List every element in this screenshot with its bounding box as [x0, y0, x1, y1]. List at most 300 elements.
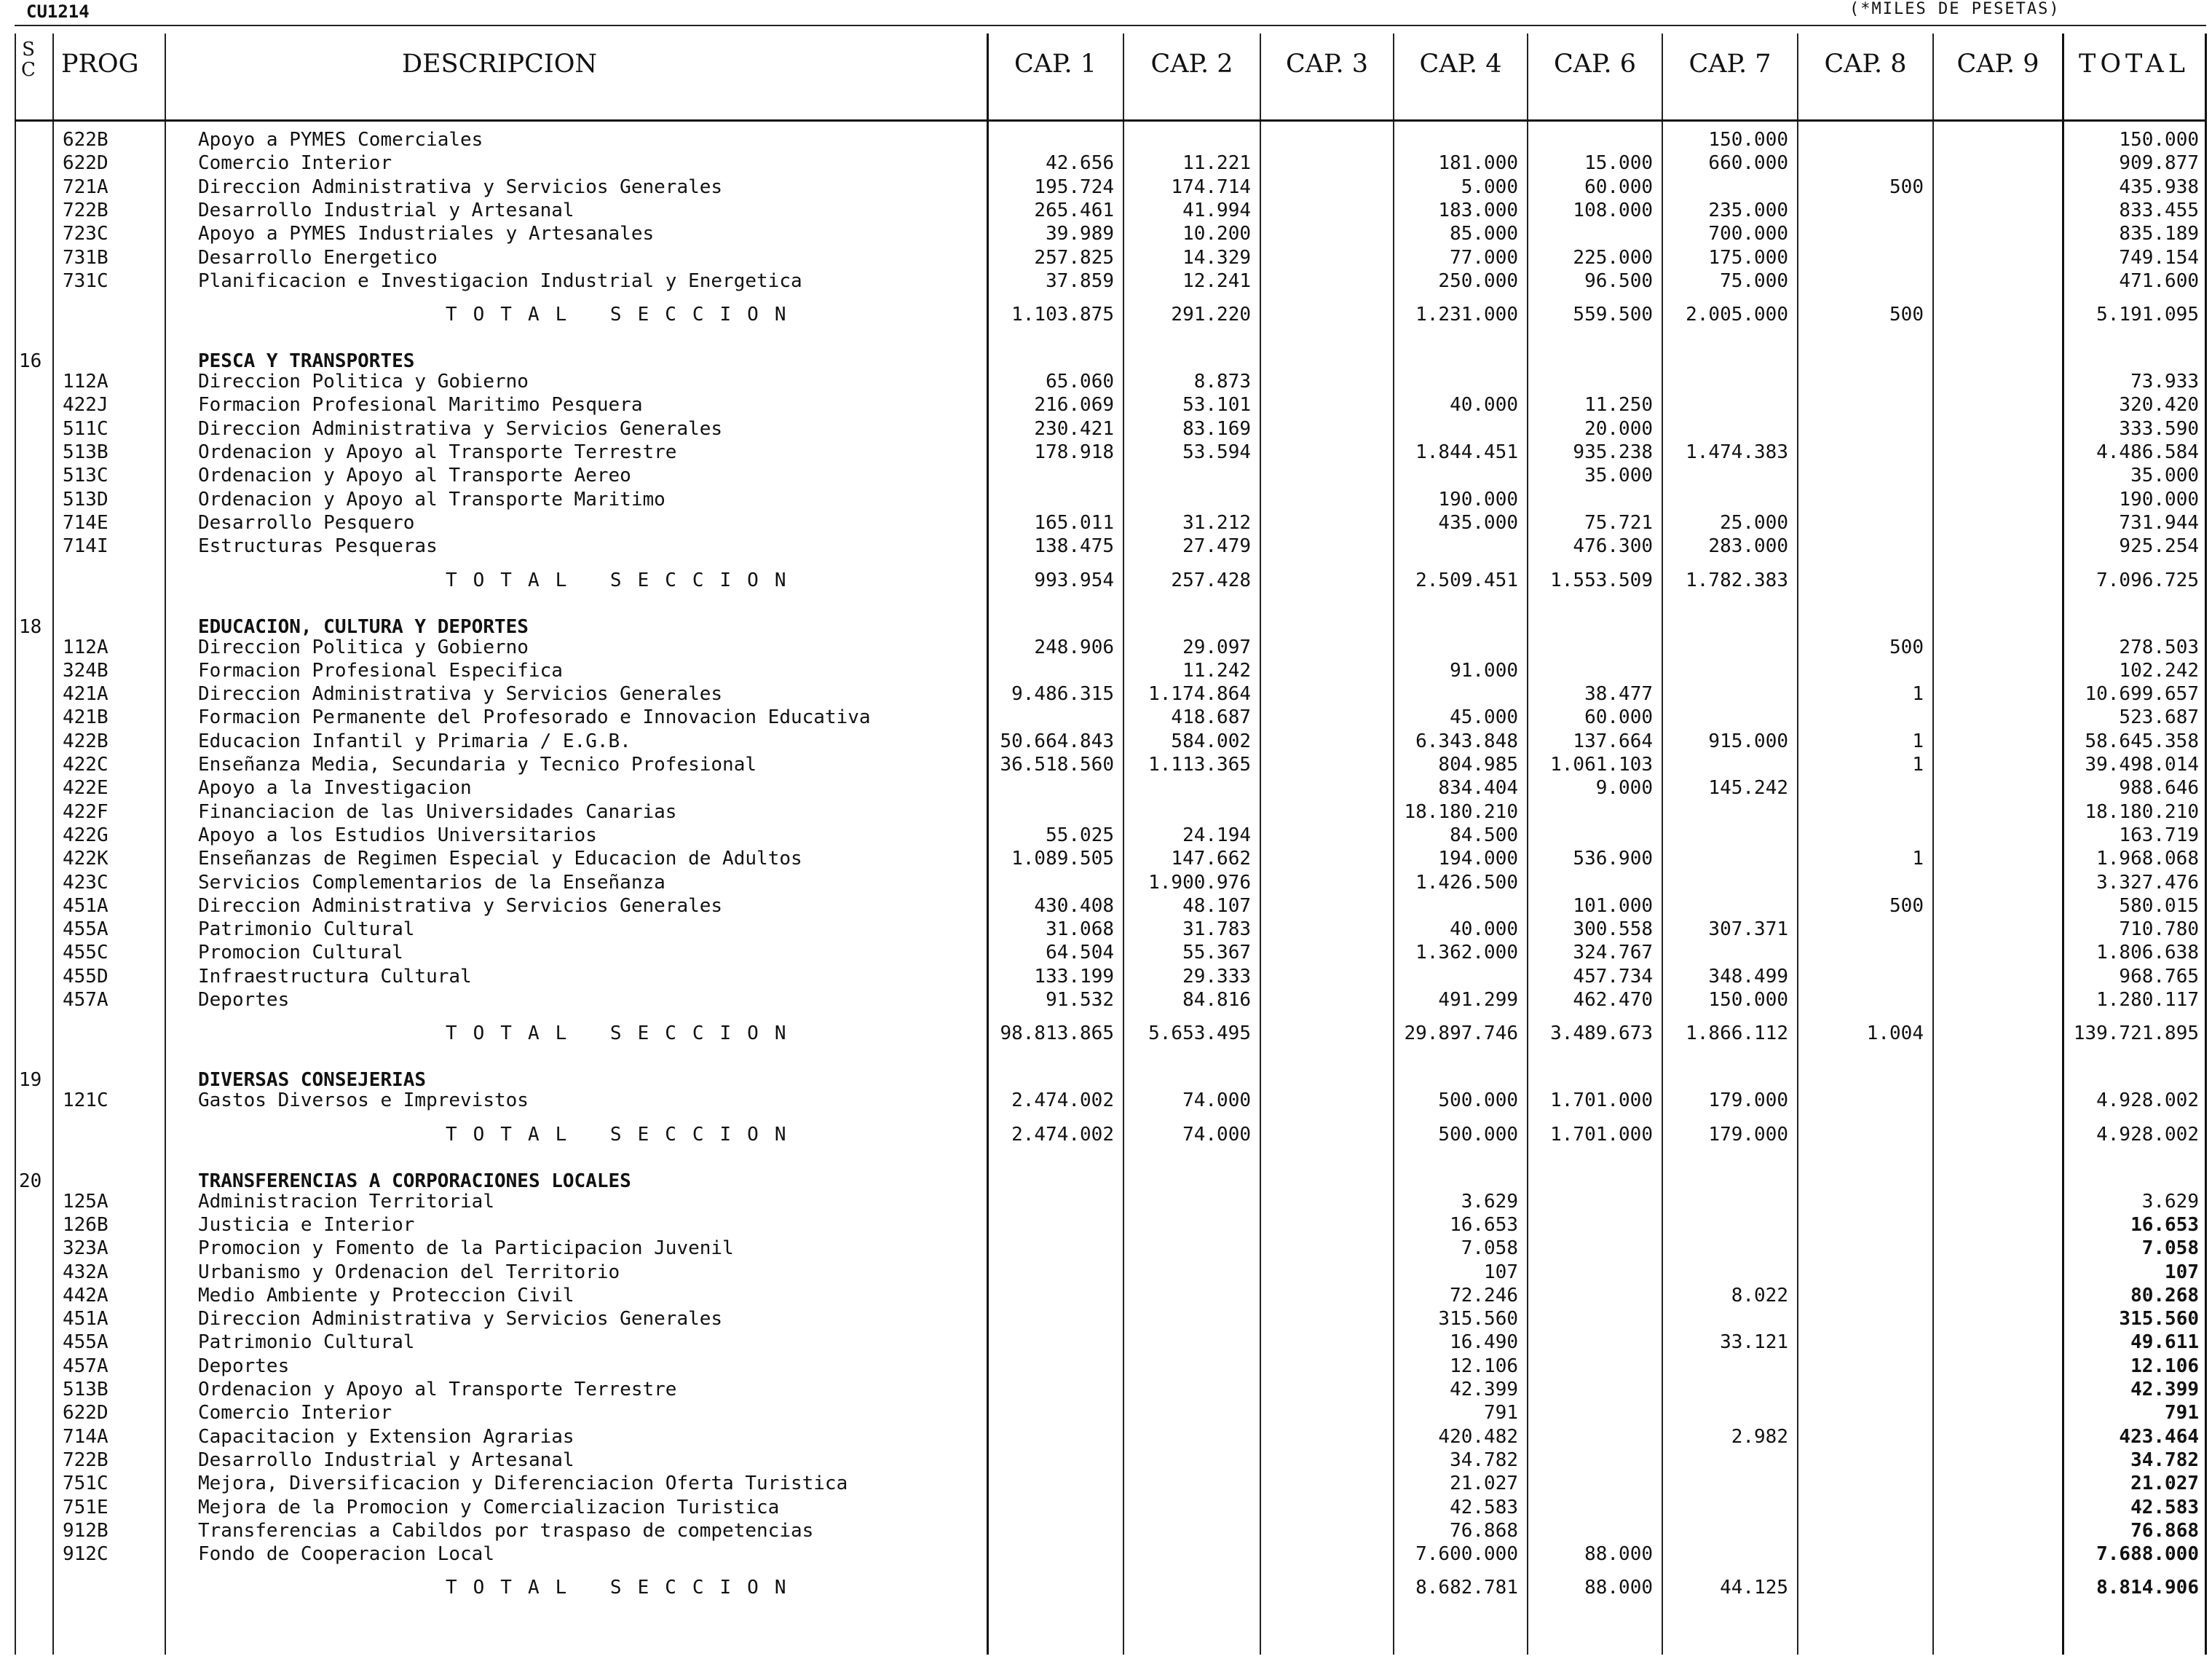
- cap-value: 1.426.500: [1415, 871, 1518, 894]
- cap-value: 34.782: [1450, 1449, 1518, 1471]
- cap-value: 25.000: [1720, 511, 1788, 534]
- cap-value: 1: [1912, 754, 1924, 776]
- cap-value: 418.687: [1171, 706, 1251, 729]
- program-code: 422E: [63, 777, 108, 800]
- program-code: 422K: [63, 848, 108, 870]
- cap-value: 935.238: [1573, 441, 1653, 463]
- program-code: 422G: [63, 824, 108, 846]
- cap-value: 420.482: [1438, 1425, 1518, 1448]
- total-value: 1.806.638: [2096, 942, 2199, 964]
- cap-value: 5.000: [1461, 176, 1518, 198]
- cap-value: 584.002: [1171, 730, 1251, 752]
- program-description: Direccion Administrativa y Servicios Generales: [198, 1308, 723, 1331]
- total-value: 35.000: [2130, 465, 2199, 487]
- cap-value: 133.199: [1034, 965, 1114, 988]
- program-description: Estructuras Pesqueras: [198, 535, 438, 558]
- program-code: 324B: [63, 659, 108, 682]
- program-code: 442A: [63, 1284, 108, 1306]
- total-value: 42.583: [2130, 1496, 2199, 1518]
- cap-value: 1.103.875: [1011, 304, 1114, 326]
- total-value: 107: [2165, 1261, 2199, 1283]
- cap-value: 2.474.002: [1011, 1123, 1114, 1146]
- cap-value: 491.299: [1438, 989, 1518, 1011]
- program-description: Transferencias a Cabildos por traspaso de competencias: [198, 1519, 814, 1542]
- cap-value: 791: [1484, 1402, 1518, 1424]
- total-value: 42.399: [2130, 1379, 2199, 1400]
- program-code: 455D: [63, 965, 108, 988]
- program-description: Deportes: [198, 1355, 290, 1377]
- cap-value: 53.101: [1182, 394, 1251, 417]
- cap-value: 96.500: [1584, 269, 1653, 292]
- cap-value: 15.000: [1584, 152, 1653, 175]
- cap-value: 248.906: [1034, 636, 1114, 658]
- cap-value: 500.000: [1438, 1089, 1518, 1112]
- cap-value: 1.866.112: [1686, 1022, 1788, 1045]
- total-label: TOTAL SECCION: [446, 1123, 802, 1146]
- cap-value: 559.500: [1573, 304, 1653, 326]
- program-code: 421B: [63, 706, 108, 729]
- total-value: 76.868: [2130, 1519, 2199, 1542]
- header-cap1: CAP. 1: [1014, 50, 1097, 79]
- table-row: [15, 1284, 2206, 1307]
- cap-value: 10.200: [1182, 223, 1251, 245]
- program-description: Direccion Administrativa y Servicios Generales: [198, 417, 723, 440]
- cap-value: 1.089.505: [1011, 848, 1114, 870]
- cap-value: 150.000: [1708, 129, 1788, 151]
- cap-value: 1.474.383: [1686, 441, 1788, 463]
- cap-value: 11.221: [1182, 152, 1251, 175]
- cap-value: 660.000: [1708, 152, 1788, 175]
- cap-value: 700.000: [1708, 223, 1788, 245]
- cap-value: 1.701.000: [1550, 1123, 1653, 1146]
- table-row: [15, 535, 2206, 558]
- program-description: Comercio Interior: [198, 152, 392, 175]
- program-description: Mejora, Diversificacion y Diferenciacion Oferta Turistica: [198, 1473, 848, 1495]
- program-description: Formacion Profesional Maritimo Pesquera: [198, 394, 643, 417]
- cap-value: 194.000: [1438, 848, 1518, 870]
- table-row: [15, 488, 2206, 511]
- table-row: [15, 918, 2206, 941]
- cap-value: 1.174.864: [1148, 683, 1251, 706]
- program-description: Direccion Politica y Gobierno: [198, 636, 529, 658]
- cap-value: 457.734: [1573, 965, 1653, 988]
- program-code: 455C: [63, 942, 108, 964]
- program-description: Capacitacion y Extension Agrarias: [198, 1425, 574, 1448]
- program-description: Desarrollo Energetico: [198, 246, 438, 269]
- cap-value: 265.461: [1034, 199, 1114, 221]
- total-value: 791: [2165, 1402, 2199, 1424]
- cap-value: 14.329: [1182, 246, 1251, 269]
- cap-value: 1: [1912, 848, 1924, 870]
- program-code: 422F: [63, 800, 108, 823]
- cap-value: 435.000: [1438, 511, 1518, 534]
- table-row: [15, 393, 2206, 417]
- program-code: 731B: [63, 246, 108, 269]
- cap-value: 31.783: [1182, 918, 1251, 941]
- cap-value: 230.421: [1034, 417, 1114, 440]
- table-row: [15, 871, 2206, 894]
- cap-value: 55.025: [1046, 824, 1114, 846]
- program-description: Patrimonio Cultural: [198, 918, 415, 941]
- program-description: Financiacion de las Universidades Canarias: [198, 800, 677, 823]
- total-value: 102.242: [2119, 659, 2199, 682]
- cap-value: 16.653: [1450, 1213, 1518, 1236]
- total-value: 968.765: [2119, 965, 2199, 988]
- section-number: 20: [19, 1170, 42, 1192]
- program-code: 714I: [63, 535, 108, 558]
- cap-value: 225.000: [1573, 246, 1653, 269]
- cap-value: 60.000: [1584, 176, 1653, 198]
- table-row: [15, 776, 2206, 800]
- cap-value: 76.868: [1450, 1519, 1518, 1542]
- total-value: 925.254: [2119, 535, 2199, 558]
- total-value: 150.000: [2119, 129, 2199, 151]
- table-row: [15, 222, 2206, 245]
- cap-value: 1.900.976: [1148, 871, 1251, 894]
- cap-value: 12.106: [1450, 1355, 1518, 1377]
- cap-value: 48.107: [1182, 894, 1251, 917]
- total-value: 333.590: [2119, 417, 2199, 440]
- cap-value: 307.371: [1708, 918, 1788, 941]
- table-row: [15, 941, 2206, 964]
- program-description: Promocion Cultural: [198, 942, 403, 964]
- section-total-row: [15, 1022, 2206, 1045]
- cap-value: 500: [1889, 304, 1924, 326]
- program-description: Apoyo a PYMES Comerciales: [198, 129, 483, 151]
- cap-value: 1: [1912, 683, 1924, 706]
- cap-value: 29.897.746: [1404, 1022, 1518, 1045]
- program-description: Educacion Infantil y Primaria / E.G.B.: [198, 730, 631, 752]
- cap-value: 500: [1889, 894, 1924, 917]
- cap-value: 190.000: [1438, 488, 1518, 511]
- total-value: 4.928.002: [2096, 1123, 2199, 1146]
- total-value: 18.180.210: [2085, 800, 2199, 823]
- total-value: 80.268: [2130, 1284, 2199, 1306]
- program-code: 323A: [63, 1237, 108, 1260]
- cap-value: 8.873: [1193, 371, 1251, 393]
- table-row: [15, 441, 2206, 464]
- total-label: TOTAL SECCION: [446, 1577, 802, 1599]
- cap-value: 7.058: [1461, 1237, 1518, 1260]
- total-value: 12.106: [2130, 1355, 2199, 1377]
- total-value: 16.653: [2130, 1213, 2199, 1236]
- program-code: 511C: [63, 417, 108, 440]
- cap-value: 3.489.673: [1550, 1022, 1653, 1045]
- section-number: 18: [19, 615, 42, 638]
- cap-value: 98.813.865: [1000, 1022, 1114, 1045]
- program-code: 721A: [63, 176, 108, 198]
- top-rule: [15, 25, 2206, 26]
- total-value: 4.486.584: [2096, 441, 2199, 463]
- cap-value: 324.767: [1573, 942, 1653, 964]
- program-code: 513C: [63, 465, 108, 487]
- program-code: 451A: [63, 1308, 108, 1331]
- program-code: 112A: [63, 371, 108, 393]
- table-row: [15, 1519, 2206, 1542]
- cap-value: 500.000: [1438, 1123, 1518, 1146]
- cap-value: 16.490: [1450, 1331, 1518, 1354]
- total-value: 5.191.095: [2096, 304, 2199, 326]
- total-value: 39.498.014: [2085, 754, 2199, 776]
- header-cap6: CAP. 6: [1553, 50, 1637, 79]
- program-description: Apoyo a PYMES Industriales y Artesanales: [198, 223, 655, 245]
- cap-value: 88.000: [1584, 1543, 1653, 1566]
- program-description: Apoyo a los Estudios Universitarios: [198, 824, 597, 846]
- cap-value: 315.560: [1438, 1308, 1518, 1331]
- header-descripcion: DESCRIPCION: [402, 50, 598, 79]
- program-description: Desarrollo Industrial y Artesanal: [198, 199, 574, 221]
- cap-value: 165.011: [1034, 511, 1114, 534]
- total-value: 8.814.906: [2096, 1577, 2199, 1599]
- table-row: [15, 511, 2206, 535]
- cap-value: 91.000: [1450, 659, 1518, 682]
- cap-value: 9.000: [1595, 777, 1653, 800]
- cap-value: 1.004: [1866, 1022, 1924, 1045]
- cap-value: 462.470: [1573, 989, 1653, 1011]
- section-title: EDUCACION, CULTURA Y DEPORTES: [198, 615, 529, 638]
- program-description: Patrimonio Cultural: [198, 1331, 415, 1354]
- cap-value: 804.985: [1438, 754, 1518, 776]
- cap-value: 179.000: [1708, 1089, 1788, 1112]
- total-value: 749.154: [2119, 246, 2199, 269]
- cap-value: 2.474.002: [1011, 1089, 1114, 1112]
- program-description: Direccion Administrativa y Servicios Generales: [198, 683, 723, 706]
- program-description: Administracion Territorial: [198, 1190, 494, 1213]
- cap-value: 85.000: [1450, 223, 1518, 245]
- program-code: 723C: [63, 223, 108, 245]
- cap-value: 41.994: [1182, 199, 1251, 221]
- cap-value: 88.000: [1584, 1577, 1653, 1599]
- program-description: Direccion Politica y Gobierno: [198, 371, 529, 393]
- table-row: [15, 176, 2206, 199]
- cap-value: 42.583: [1450, 1496, 1518, 1518]
- cap-value: 11.242: [1182, 659, 1251, 682]
- table-row: [15, 128, 2206, 151]
- program-code: 722B: [63, 199, 108, 221]
- total-value: 731.944: [2119, 511, 2199, 534]
- program-code: 513B: [63, 1379, 108, 1400]
- total-value: 278.503: [2119, 636, 2199, 658]
- section-title: PESCA Y TRANSPORTES: [198, 350, 415, 373]
- total-value: 34.782: [2130, 1449, 2199, 1471]
- program-description: Justicia e Interior: [198, 1213, 415, 1236]
- program-code: 912B: [63, 1519, 108, 1542]
- program-description: Formacion Permanente del Profesorado e Innovacion Educativa: [198, 706, 871, 729]
- program-description: Promocion y Fomento de la Participacion Juvenil: [198, 1237, 734, 1260]
- cap-value: 500: [1889, 176, 1924, 198]
- program-code: 731C: [63, 269, 108, 292]
- program-code: 722B: [63, 1449, 108, 1471]
- cap-value: 53.594: [1182, 441, 1251, 463]
- program-code: 422J: [63, 394, 108, 417]
- cap-value: 216.069: [1034, 394, 1114, 417]
- program-code: 622D: [63, 1402, 108, 1424]
- total-value: 909.877: [2119, 152, 2199, 175]
- table-row: [15, 659, 2206, 682]
- cap-value: 84.500: [1450, 824, 1518, 846]
- table-row: [15, 800, 2206, 824]
- section-total-row: [15, 569, 2206, 592]
- program-description: Fondo de Cooperacion Local: [198, 1543, 494, 1566]
- cap-value: 33.121: [1720, 1331, 1788, 1354]
- program-description: Deportes: [198, 989, 290, 1011]
- cap-value: 1.061.103: [1550, 754, 1653, 776]
- cap-value: 107: [1484, 1261, 1518, 1283]
- program-code: 912C: [63, 1543, 108, 1566]
- header-cap4: CAP. 4: [1419, 50, 1502, 79]
- table-row: [15, 1401, 2206, 1424]
- cap-value: 50.664.843: [1000, 730, 1114, 752]
- section-title: TRANSFERENCIAS A CORPORACIONES LOCALES: [198, 1170, 631, 1192]
- program-description: Planificacion e Investigacion Industrial y Energetica: [198, 269, 802, 292]
- document-code: CU1214: [26, 1, 90, 22]
- program-code: 421A: [63, 683, 108, 706]
- cap-value: 235.000: [1708, 199, 1788, 221]
- program-description: Gastos Diversos e Imprevistos: [198, 1089, 529, 1112]
- cap-value: 74.000: [1182, 1089, 1251, 1112]
- cap-value: 77.000: [1450, 246, 1518, 269]
- cap-value: 18.180.210: [1404, 800, 1518, 823]
- cap-value: 101.000: [1573, 894, 1653, 917]
- cap-value: 29.097: [1182, 636, 1251, 658]
- total-value: 523.687: [2119, 706, 2199, 729]
- cap-value: 430.408: [1034, 894, 1114, 917]
- cap-value: 36.518.560: [1000, 754, 1114, 776]
- table-row: [15, 730, 2206, 753]
- total-value: 7.058: [2141, 1237, 2199, 1260]
- total-value: 988.646: [2119, 777, 2199, 800]
- cap-value: 500: [1889, 636, 1924, 658]
- total-label: TOTAL SECCION: [446, 569, 802, 591]
- cap-value: 38.477: [1584, 683, 1653, 706]
- cap-value: 5.653.495: [1148, 1022, 1251, 1045]
- cap-value: 60.000: [1584, 706, 1653, 729]
- cap-value: 8.022: [1731, 1284, 1788, 1306]
- header-cap2: CAP. 2: [1150, 50, 1233, 79]
- cap-value: 257.428: [1171, 569, 1251, 591]
- cap-value: 7.600.000: [1415, 1543, 1518, 1566]
- program-code: 622B: [63, 129, 108, 151]
- table-row: [15, 1190, 2206, 1213]
- program-description: Formacion Profesional Especifica: [198, 659, 563, 682]
- cap-value: 1.113.365: [1148, 754, 1251, 776]
- total-value: 423.464: [2119, 1425, 2199, 1448]
- cap-value: 40.000: [1450, 394, 1518, 417]
- cap-value: 11.250: [1584, 394, 1653, 417]
- table-row: [15, 965, 2206, 988]
- cap-value: 44.125: [1720, 1577, 1788, 1599]
- table-row: [15, 1496, 2206, 1519]
- table-row: [15, 988, 2206, 1012]
- header-cap8: CAP. 8: [1824, 50, 1907, 79]
- table-row: [15, 682, 2206, 706]
- cap-value: 348.499: [1708, 965, 1788, 988]
- cap-value: 178.918: [1034, 441, 1114, 463]
- cap-value: 3.629: [1461, 1190, 1518, 1213]
- table-row: [15, 1425, 2206, 1449]
- program-code: 457A: [63, 1355, 108, 1377]
- program-description: Servicios Complementarios de la Enseñanza: [198, 871, 665, 894]
- program-description: Ordenacion y Apoyo al Transporte Terrestre: [198, 441, 677, 463]
- table-row: [15, 636, 2206, 659]
- cap-value: 834.404: [1438, 777, 1518, 800]
- table-row: [15, 1355, 2206, 1378]
- program-description: Apoyo a la Investigacion: [198, 777, 472, 800]
- program-code: 513D: [63, 488, 108, 511]
- cap-value: 183.000: [1438, 199, 1518, 221]
- cap-value: 1.362.000: [1415, 942, 1518, 964]
- cap-value: 108.000: [1573, 199, 1653, 221]
- total-value: 710.780: [2119, 918, 2199, 941]
- total-value: 1.968.068: [2096, 848, 2199, 870]
- table-row: [15, 1378, 2206, 1401]
- section-title: DIVERSAS CONSEJERIAS: [198, 1069, 427, 1092]
- program-description: Mejora de la Promocion y Comercializacion Turistica: [198, 1496, 780, 1518]
- cap-value: 24.194: [1182, 824, 1251, 846]
- section-number: 19: [19, 1069, 42, 1092]
- section-total-row: [15, 1123, 2206, 1146]
- program-code: 121C: [63, 1089, 108, 1112]
- total-value: 139.721.895: [2073, 1022, 2199, 1045]
- cap-value: 181.000: [1438, 152, 1518, 175]
- table-row: [15, 1213, 2206, 1237]
- cap-value: 1.553.509: [1550, 569, 1653, 591]
- cap-value: 20.000: [1584, 417, 1653, 440]
- header-cap3: CAP. 3: [1285, 50, 1369, 79]
- cap-value: 993.954: [1034, 569, 1114, 591]
- cap-value: 283.000: [1708, 535, 1788, 558]
- total-value: 315.560: [2119, 1308, 2199, 1331]
- cap-value: 12.241: [1182, 269, 1251, 292]
- program-code: 126B: [63, 1213, 108, 1236]
- program-description: Direccion Administrativa y Servicios Generales: [198, 894, 723, 917]
- cap-value: 27.479: [1182, 535, 1251, 558]
- cap-value: 75.721: [1584, 511, 1653, 534]
- cap-value: 1.782.383: [1686, 569, 1788, 591]
- table-row: [15, 1331, 2206, 1354]
- cap-value: 40.000: [1450, 918, 1518, 941]
- cap-value: 21.027: [1450, 1473, 1518, 1495]
- program-description: Medio Ambiente y Proteccion Civil: [198, 1284, 574, 1306]
- cap-value: 257.825: [1034, 246, 1114, 269]
- cap-value: 1.701.000: [1550, 1089, 1653, 1112]
- total-value: 580.015: [2119, 894, 2199, 917]
- total-value: 835.189: [2119, 223, 2199, 245]
- table-row: [15, 1449, 2206, 1472]
- cap-value: 84.816: [1182, 989, 1251, 1011]
- table-row: [15, 753, 2206, 776]
- table-row: [15, 151, 2206, 175]
- cap-value: 150.000: [1708, 989, 1788, 1011]
- program-code: 422B: [63, 730, 108, 752]
- cap-value: 31.212: [1182, 511, 1251, 534]
- total-value: 471.600: [2119, 269, 2199, 292]
- cap-value: 476.300: [1573, 535, 1653, 558]
- total-value: 163.719: [2119, 824, 2199, 846]
- program-code: 751C: [63, 1473, 108, 1495]
- program-code: 751E: [63, 1496, 108, 1518]
- cap-value: 250.000: [1438, 269, 1518, 292]
- program-description: Infraestructura Cultural: [198, 965, 472, 988]
- total-value: 190.000: [2119, 488, 2199, 511]
- total-value: 3.327.476: [2096, 871, 2199, 894]
- program-code: 455A: [63, 1331, 108, 1354]
- cap-value: 2.982: [1731, 1425, 1788, 1448]
- total-value: 21.027: [2130, 1473, 2199, 1495]
- total-value: 3.629: [2141, 1190, 2199, 1213]
- cap-value: 137.664: [1573, 730, 1653, 752]
- program-code: 112A: [63, 636, 108, 658]
